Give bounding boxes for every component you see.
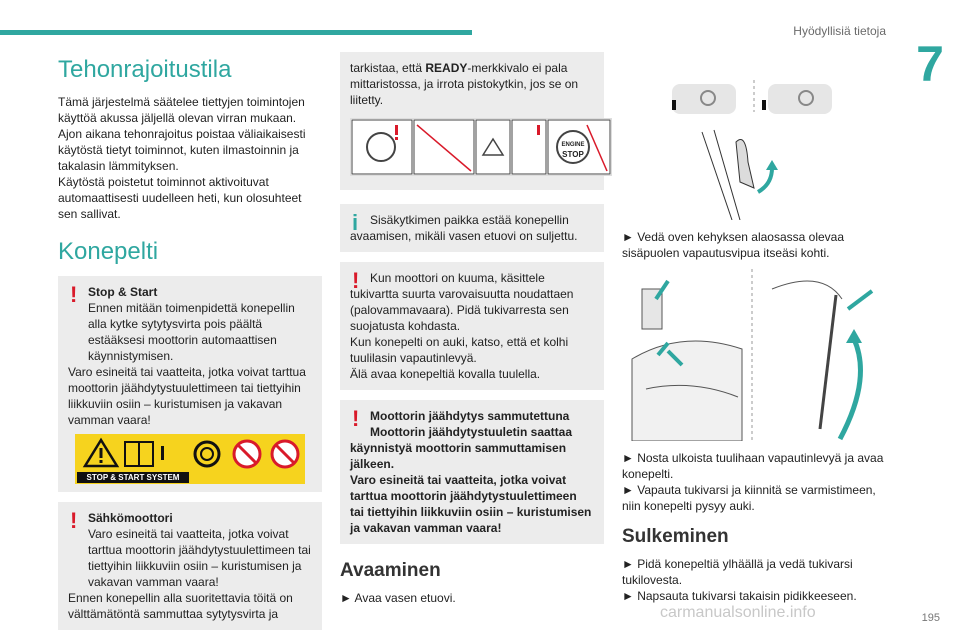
heading-tehonrajoitustila: Tehonrajoitustila [58,56,232,83]
watermark: carmanualsonline.info [660,604,816,621]
warning-subtitle: Moottorin jäähdytystuuletin saattaa käynnistyä moottorin sammuttamisen jälkeen. [350,425,573,471]
step-pull-lever: ► Vedä oven kehyksen alaosassa olevaa sisäpuolen vapautusvipua itseäsi kohti. [622,230,845,260]
step-hold-hood: ► Pidä konepeltiä ylhäällä ja vedä tukivarsi tukilovesta. [622,557,853,587]
heading-sulkeminen: Sulkeminen [622,526,729,547]
heading-avaaminen: Avaaminen [340,560,441,581]
tehon-text-2: Ajon aikana tehonrajoitus poistaa väliaikaisesti käytöstä tietyt toiminnot, kuten ilmastoinnin ja takalasin lämmityksen. [58,127,306,173]
engine-stop-label-2: STOP [562,150,584,159]
warning-symbols-icon [75,436,305,472]
warning-icon: ! [352,406,360,431]
column-1 [58,50,322,640]
hood-release-illustration [622,269,886,441]
warning-stop-start [58,276,322,492]
info-interlock [340,204,604,252]
warning-text: Ennen konepellin alla suoritettavia töitä on välttämätöntä sammuttaa sytytysvirta ja [68,591,293,621]
warning-text: Varo esineitä tai vaatteita, jotka voivat tarttua moottorin jäähdytystuulettimeen tai tiettyihin liikkuviin osiin – kuristumisen ja vakavan vamman vaara! [68,365,306,427]
header-accent-bar [0,30,472,35]
chapter-number: 7 [900,36,960,92]
warning-text: Varo esineitä tai vaatteita, jotka voivat tarttua moottorin jäähdytystuulettimeen tai tiettyihin liikkuviin osiin – kuristumisen ja vakavan vamman vaara! [350,473,592,535]
column-3 [622,72,886,604]
warning-icon: ! [70,508,78,533]
ready-indicator-label: READY [425,61,468,75]
warning-title: Sähkömoottori [88,511,173,525]
warning-text: Kun konepelti on auki, katso, että et kolhi tuulilasin vapautinlevyä. [350,335,569,365]
page-number: 195 [921,612,940,624]
stop-start-warning-sign [75,434,305,484]
step-open-door: ► Avaa vasen etuovi. [340,591,456,605]
info-text: Sisäkytkimen paikka estää konepellin avaamisen, mikäli vasen etuovi on suljettu. [350,213,578,243]
info-icon: i [352,210,359,235]
warning-icon: ! [70,282,78,307]
tehon-text-1: Tämä järjestelmä säätelee tiettyjen toimintojen käyttöä akussa jäljellä olevan virran mukaan. [58,95,305,125]
warning-title: Stop & Start [88,285,158,299]
heading-konepelti: Konepelti [58,238,159,265]
warning-icon: ! [352,268,360,293]
step-release-prop: ► Vapauta tukivarsi ja kiinnitä se varmistimeen, niin konepelti pysyy auki. [622,483,876,513]
continued-box [340,52,604,190]
warning-electric-motor [58,502,322,630]
engine-stop-label-1: ENGINE [561,142,585,148]
section-title: Hyödyllisiä tietoja [793,24,886,38]
release-lever-illustration [622,72,886,220]
warning-text: Älä avaa konepeltiä kovalla tuulella. [350,367,541,381]
warning-hot-engine [340,262,604,390]
column-2 [340,52,604,606]
warning-title: Moottorin jäähdytys sammutettuna [370,409,570,423]
tehon-text-3: Käytöstä poistetut toiminnot aktivoituvat automaattisesti uudelleen heti, kun olosuhteet sen sallivat. [58,175,302,221]
warning-text: Varo esineitä tai vaatteita, jotka voivat tarttua moottorin jäähdytystuulettimeen tai tiettyihin liikkuviin osiin – kuristumisen ja vakavan vamman vaara! [88,527,311,589]
stop-start-sign-label: STOP & START SYSTEM [77,472,189,483]
warning-text: Ennen mitään toimenpidettä konepellin alla kytke sytytysvirta pois päältä estääksesi moottorin automaattisen käynnistymisen. [88,301,295,363]
step-lift-lever: ► Nosta ulkoista tuulihaan vapautinlevyä ja avaa konepelti. [622,451,884,481]
continued-text-pre: tarkistaa, että [350,61,426,75]
warning-cooling-fan [340,400,604,544]
warning-text: Kun moottori on kuuma, käsittele tukivartta suurta varovaisuutta noudattaen (palovammavaara). Pidä tukivarresta sen suojatusta kohdasta. [350,271,574,333]
step-clip-prop: ► Napsauta tukivarsi takaisin pidikkeeseen. [622,589,857,603]
continued-text-post: -merkkivalo ei pala mittaristossa, ja irrota pistokytkin, jos se on liitetty. [350,61,579,107]
hazard-illustration [350,118,612,176]
